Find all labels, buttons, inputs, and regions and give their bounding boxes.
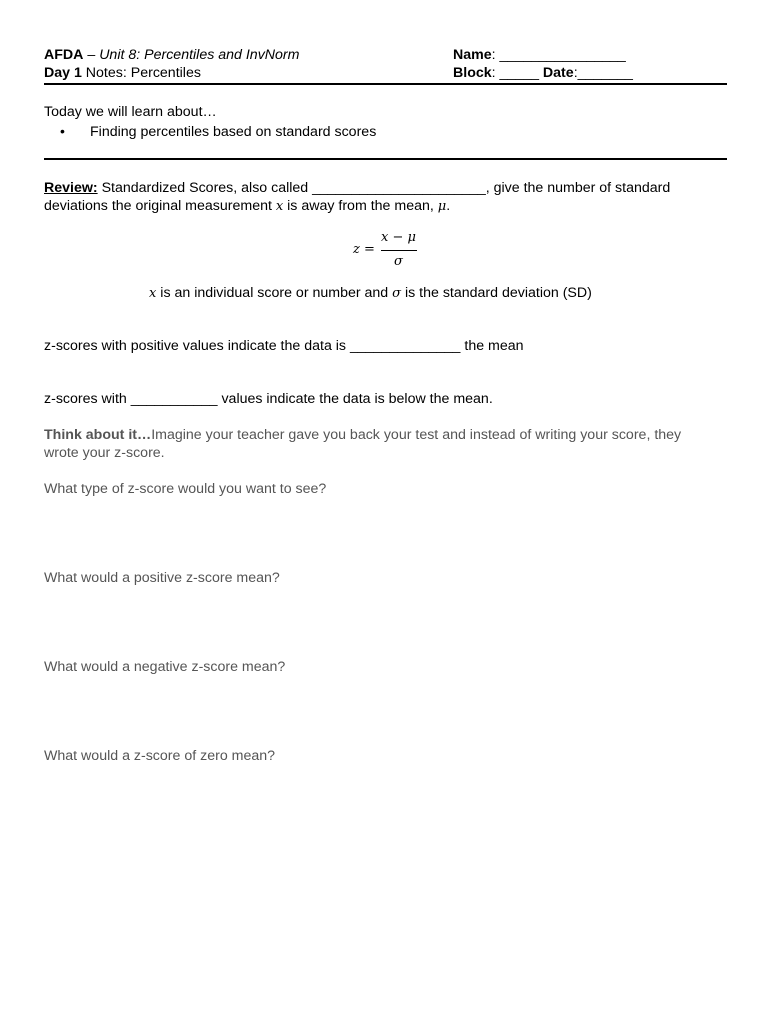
fraction-bar: [381, 250, 417, 251]
name-field: [453, 47, 626, 64]
block-blank: : _____: [491, 65, 543, 81]
question-4: What would a z-score of zero mean?: [44, 748, 276, 764]
question-2: What would a positive z-score mean?: [44, 570, 280, 586]
day-topic: Notes: Percentiles: [81, 65, 201, 81]
review-mu-symbol: μ: [437, 199, 447, 214]
date-blank: :_______: [573, 65, 633, 81]
unit-title: Unit 8: Percentiles and InvNorm: [99, 47, 300, 63]
definition-text-2: is the standard deviation (SD): [401, 285, 592, 301]
think-line-2: wrote your z-score.: [44, 445, 165, 461]
think-text-1: Imagine your teacher gave you back your test and instead of writing your score, they: [151, 427, 682, 443]
formula-denominator: σ: [394, 254, 403, 269]
section-divider: [44, 158, 727, 160]
review-line-1: [44, 180, 670, 197]
positive-statement: z-scores with positive values indicate the data is ______________ the mean: [44, 338, 524, 354]
think-label: Think about it…: [44, 427, 152, 443]
formula-lhs: z =: [353, 242, 375, 257]
review-text-2b: is away from the mean,: [283, 198, 438, 214]
definition-text-1: is an individual score or number and: [156, 285, 393, 301]
review-x-symbol: x: [275, 199, 284, 214]
definition-x-symbol: x: [149, 286, 157, 301]
question-3: What would a negative z-score mean?: [44, 659, 286, 675]
review-text-1: Standardized Scores, also called ______________________, give the number of standard: [97, 180, 671, 196]
block-label: Block: [453, 65, 492, 81]
title-dash: –: [83, 47, 100, 63]
formula-numerator: x − μ: [381, 230, 416, 245]
think-line-1: [44, 427, 681, 444]
intro-lead: Today we will learn about…: [44, 104, 217, 120]
review-line-2: [44, 198, 450, 215]
date-label: Date: [542, 65, 574, 81]
course-name: AFDA: [44, 47, 84, 63]
definition-line: [149, 285, 592, 302]
name-label: Name: [453, 47, 492, 63]
intro-bullet-text: Finding percentiles based on standard scores: [90, 124, 377, 140]
day-label: Day 1: [44, 65, 82, 81]
header-title-line: [44, 47, 299, 64]
header-divider: [44, 83, 727, 85]
review-text-2a: deviations the original measurement: [44, 198, 276, 214]
bullet-icon: •: [60, 123, 65, 139]
name-blank: : ________________: [491, 47, 626, 63]
block-date-field: [453, 65, 633, 82]
header-subtitle-line: [44, 65, 201, 82]
definition-sigma-symbol: σ: [392, 286, 402, 301]
negative-statement: z-scores with ___________ values indicate the data is below the mean.: [44, 391, 493, 407]
review-label: Review:: [44, 180, 98, 196]
review-text-2c: .: [446, 198, 451, 214]
question-1: What type of z-score would you want to see?: [44, 481, 327, 497]
